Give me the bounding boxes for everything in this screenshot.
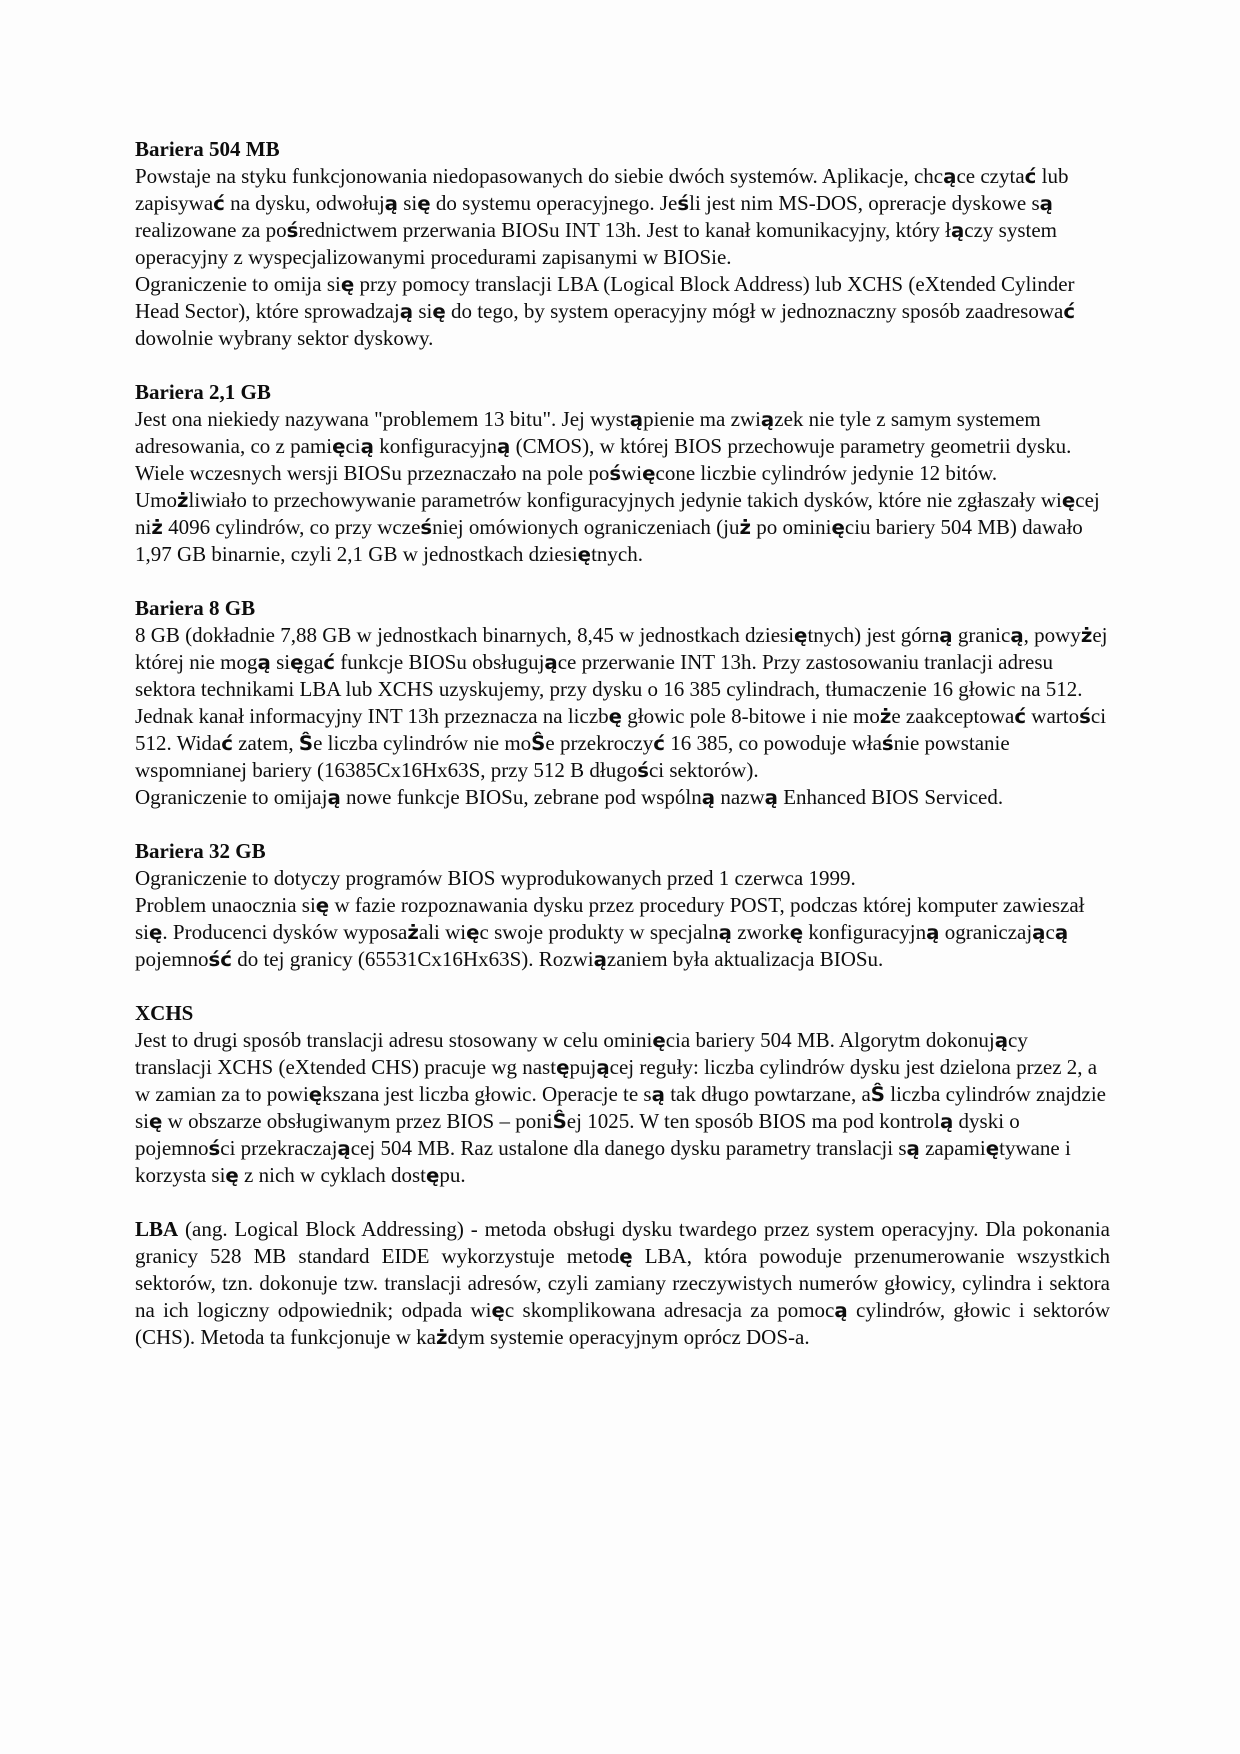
section-bariera-2-1-gb xyxy=(135,379,1110,568)
substituted-diacritic-glyph: ą xyxy=(651,1083,665,1106)
inline-term: LBA xyxy=(135,1217,179,1241)
substituted-diacritic-glyph: ś xyxy=(286,219,299,242)
substituted-diacritic-glyph: ę xyxy=(794,624,808,647)
substituted-diacritic-glyph: ę xyxy=(831,516,845,539)
substituted-diacritic-glyph: ć xyxy=(1063,300,1076,323)
paragraph: Jest to drugi sposób translacji adresu stosowany w celu ominięcia bariery 504 MB. Algorytm dokonujący translacji XCHS (eXtended CHS) pracuje wg następującej reguły: liczba cylindrów dysku jest dzielona przez 2, a w zamian za to powiększana jest liczba głowic. Operacje te są tak długo powtarzane, aŜ liczba cylindrów znajdzie się w obszarze obsługiwanym przez BIOS – poniŜej 1025. W ten sposób BIOS ma pod kontrolą dyski o pojemności przekraczającej 504 MB. Raz ustalone dla danego dysku parametry translacji są zapamiętywane i korzysta się z nich w cyklach dostępu. xyxy=(135,1028,1106,1187)
substituted-diacritic-glyph: ć xyxy=(1024,165,1037,188)
section-lba xyxy=(135,1216,1110,1351)
substituted-diacritic-glyph: ć xyxy=(213,192,225,215)
substituted-diacritic-glyph: ś xyxy=(420,516,433,539)
section-heading: Bariera 2,1 GB xyxy=(135,380,271,404)
section-heading: Bariera 504 MB xyxy=(135,137,280,161)
substituted-diacritic-glyph: ę xyxy=(290,651,304,674)
substituted-diacritic-glyph: ą xyxy=(544,651,558,674)
substituted-diacritic-glyph: ę xyxy=(1061,489,1076,512)
substituted-diacritic-glyph: ą xyxy=(1010,624,1024,647)
substituted-diacritic-glyph: ą xyxy=(764,786,778,809)
substituted-diacritic-glyph: ą xyxy=(906,1137,920,1160)
substituted-diacritic-glyph: ć xyxy=(221,732,233,755)
substituted-diacritic-glyph: ć xyxy=(1014,705,1027,728)
substituted-diacritic-glyph: Ŝ xyxy=(298,732,314,755)
substituted-diacritic-glyph: ę xyxy=(608,705,623,728)
substituted-diacritic-glyph: ą xyxy=(1032,921,1046,944)
substituted-diacritic-glyph: ś xyxy=(677,192,690,215)
substituted-diacritic-glyph: ś xyxy=(637,759,649,782)
paragraph: LBA (ang. Logical Block Addressing) - metoda obsługi dysku twardego przez system operacyjny. Dla pokonania granicy 528 MB standard EIDE wykorzystuje metodę LBA, która powoduje przenumerowanie wszystkich sektorów, tzn. dokonuje tzw. translacji adresów, czyli zamiany rzeczywistych numerów głowicy, cylindra i sektora na ich logiczny odpowiednik; odpada więc skomplikowana adresacja za pomocą cylindrów, głowic i sektorów (CHS). Metoda ta funkcjonuje w każdym systemie operacyjnym oprócz DOS-a. xyxy=(135,1217,1110,1349)
substituted-diacritic-glyph: ą xyxy=(926,921,940,944)
substituted-diacritic-glyph: ę xyxy=(315,894,330,917)
paragraph: Problem unaocznia się w fazie rozpoznawania dysku przez procedury POST, podczas której komputer zawieszał się. Producenci dysków wyposażali więc swoje produkty w specjalną zworkę konfiguracyjną ograniczającą pojemność do tej granicy (65531Cx16Hx63S). Rozwiązaniem była aktualizacja BIOSu. xyxy=(135,893,1085,971)
section-xchs xyxy=(135,1000,1110,1189)
paragraph: Ograniczenie to omija się przy pomocy translacji LBA (Logical Block Address) lub XCHS (eXtended Cylinder Head Sector), które sprowadzają się do tego, by system operacyjny mógł w jednoznaczny sposób zaadresować dowolnie wybrany sektor dyskowy. xyxy=(135,272,1076,350)
substituted-diacritic-glyph: ę xyxy=(149,1110,163,1133)
document-content xyxy=(135,136,1110,1351)
section-bariera-8-gb xyxy=(135,595,1110,811)
substituted-diacritic-glyph: ą xyxy=(327,786,341,809)
substituted-diacritic-glyph: ć xyxy=(653,732,665,755)
substituted-diacritic-glyph: ą xyxy=(834,1299,848,1322)
substituted-diacritic-glyph: ą xyxy=(1039,192,1053,215)
substituted-diacritic-glyph: ę xyxy=(426,1164,440,1187)
paragraph: Wiele wczesnych wersji BIOSu przeznaczało na pole poświęcone liczbie cylindrów jedynie 12 bitów. Umożliwiało to przechowywanie parametrów konfiguracyjnych jedynie takich dysków, które nie zgłaszały więcej niż 4096 cylindrów, co przy wcześniej omówionych ograniczeniach (już po ominięciu bariery 504 MB) dawało 1,97 GB binarnie, czyli 2,1 GB w jednostkach dziesiętnych. xyxy=(135,461,1100,566)
substituted-diacritic-glyph: ę xyxy=(642,462,656,485)
substituted-diacritic-glyph: ś xyxy=(1079,705,1091,728)
substituted-diacritic-glyph: ą xyxy=(718,921,732,944)
substituted-diacritic-glyph: ą xyxy=(939,624,953,647)
paragraph: Jest ona niekiedy nazywana "problemem 13 bitu". Jej wystąpienie ma związek nie tyle z samym systemem adresowania, co z pamięcią konfiguracyjną (CMOS), w której BIOS przechowuje parametry geometrii dysku. xyxy=(135,407,1072,458)
substituted-diacritic-glyph: ą xyxy=(497,435,511,458)
substituted-diacritic-glyph: ż xyxy=(177,489,189,512)
section-bariera-32-gb xyxy=(135,838,1110,973)
substituted-diacritic-glyph: ę xyxy=(340,273,355,296)
substituted-diacritic-glyph: ę xyxy=(619,1245,633,1268)
substituted-diacritic-glyph: ą xyxy=(596,1056,610,1079)
substituted-diacritic-glyph: ą xyxy=(337,1137,351,1160)
substituted-diacritic-glyph: ę xyxy=(789,921,804,944)
substituted-diacritic-glyph: ę xyxy=(577,543,592,566)
substituted-diacritic-glyph: ę xyxy=(308,1083,323,1106)
substituted-diacritic-glyph: ę xyxy=(432,300,446,323)
substituted-diacritic-glyph: Ŝ xyxy=(870,1083,885,1106)
substituted-diacritic-glyph: ą xyxy=(701,786,716,809)
substituted-diacritic-glyph: ć xyxy=(323,651,335,674)
substituted-diacritic-glyph: ą xyxy=(760,408,775,431)
substituted-diacritic-glyph: ś xyxy=(208,948,221,971)
substituted-diacritic-glyph: ś xyxy=(881,732,894,755)
substituted-diacritic-glyph: ś xyxy=(208,1137,221,1160)
substituted-diacritic-glyph: ę xyxy=(466,921,480,944)
substituted-diacritic-glyph: ć xyxy=(220,948,232,971)
substituted-diacritic-glyph: ż xyxy=(407,921,419,944)
substituted-diacritic-glyph: ą xyxy=(360,435,374,458)
substituted-diacritic-glyph: ę xyxy=(417,192,431,215)
substituted-diacritic-glyph: ą xyxy=(629,408,644,431)
section-heading: XCHS xyxy=(135,1001,194,1025)
substituted-diacritic-glyph: ż xyxy=(739,516,751,539)
substituted-diacritic-glyph: Ŝ xyxy=(531,732,546,755)
paragraph: Powstaje na styku funkcjonowania niedopasowanych do siebie dwóch systemów. Aplikacje, chcące czytać lub zapisywać na dysku, odwołują się do systemu operacyjnego. Jeśli jest nim MS-DOS, opreracje dyskowe są realizowane za pośrednictwem przerwania BIOSu INT 13h. Jest to kanał komunikacyjny, który łączy system operacyjny z wyspecjalizowanymi procedurami zapisanymi w BIOSie. xyxy=(135,164,1069,269)
substituted-diacritic-glyph: ę xyxy=(556,1056,570,1079)
substituted-diacritic-glyph: ę xyxy=(985,1137,1000,1160)
substituted-diacritic-glyph: ę xyxy=(149,921,163,944)
substituted-diacritic-glyph: Ŝ xyxy=(552,1110,567,1133)
substituted-diacritic-glyph: ą xyxy=(384,192,398,215)
substituted-diacritic-glyph: ą xyxy=(939,1110,954,1133)
substituted-diacritic-glyph: ż xyxy=(879,705,892,728)
section-heading: Bariera 8 GB xyxy=(135,596,256,620)
substituted-diacritic-glyph: ą xyxy=(950,219,965,242)
substituted-diacritic-glyph: ą xyxy=(994,1029,1009,1052)
substituted-diacritic-glyph: ą xyxy=(399,300,414,323)
section-bariera-504-mb xyxy=(135,136,1110,352)
substituted-diacritic-glyph: ą xyxy=(1054,921,1069,944)
paragraph: Ograniczenie to omijają nowe funkcje BIOSu, zebrane pod wspólną nazwą Enhanced BIOS Serviced. xyxy=(135,785,1004,809)
substituted-diacritic-glyph: ę xyxy=(332,435,346,458)
substituted-diacritic-glyph: ą xyxy=(943,165,957,188)
substituted-diacritic-glyph: ą xyxy=(257,651,271,674)
substituted-diacritic-glyph: ś xyxy=(609,462,622,485)
paragraph: 8 GB (dokładnie 7,88 GB w jednostkach binarnych, 8,45 w jednostkach dziesiętnych) jest górną granicą, powyżej której nie mogą sięgać funkcje BIOSu obsługujące przerwanie INT 13h. Przy zastosowaniu tranlacji adresu sektora technikami LBA lub XCHS uzyskujemy, przy dysku o 16 385 cylindrach, tłumaczenie 16 głowic na 512. Jednak kanał informacyjny INT 13h przeznacza na liczbę głowic pole 8-bitowe i nie może zaakceptować wartości 512. Widać zatem, Ŝe liczba cylindrów nie moŜe przekroczyć 16 385, co powoduje właśnie powstanie wspomnianej bariery (16385Cx16Hx63S, przy 512 B długości sektorów). xyxy=(135,623,1108,782)
substituted-diacritic-glyph: ż xyxy=(1080,624,1093,647)
substituted-diacritic-glyph: ę xyxy=(491,1299,505,1322)
substituted-diacritic-glyph: ę xyxy=(652,1029,666,1052)
substituted-diacritic-glyph: ą xyxy=(593,948,607,971)
section-heading: Bariera 32 GB xyxy=(135,839,266,863)
paragraph: Ograniczenie to dotyczy programów BIOS wyprodukowanych przed 1 czerwca 1999. xyxy=(135,866,856,890)
substituted-diacritic-glyph: ż xyxy=(435,1326,448,1349)
substituted-diacritic-glyph: ż xyxy=(151,516,163,539)
substituted-diacritic-glyph: ę xyxy=(225,1164,239,1187)
